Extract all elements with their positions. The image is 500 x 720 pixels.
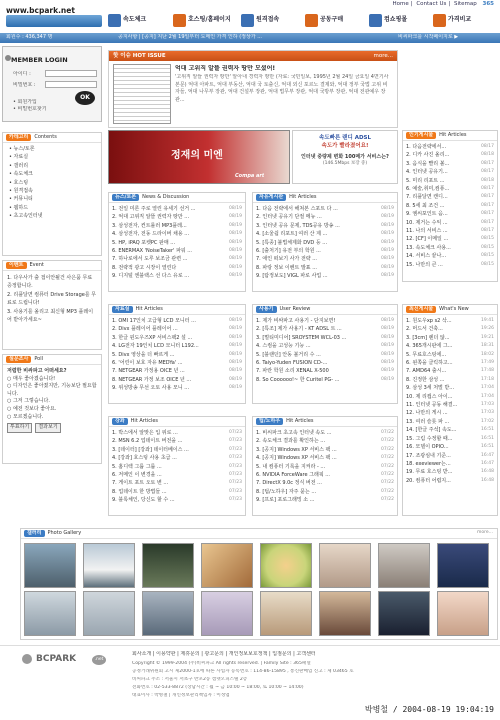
tips-box [252,416,398,516]
data-item[interactable]: 08/19 9. 위성방송 무선 오토 사용 모니 ... [112,385,242,392]
hits-item[interactable]: 08/17 3. 음식을 빨리 볼... [406,160,494,167]
tips-item[interactable]: 07/22 5. 내 컴퓨터 기록을 지켜라 - ... [256,463,394,470]
review-item[interactable]: 08/19 1. 제가 비싸파고 사용기 - 단지보면! [256,318,394,324]
id-input[interactable] [45,70,97,77]
main-nav [108,12,498,28]
event-box [2,260,102,350]
gallery-photo[interactable] [437,591,489,636]
speed-ad-line3: 인터넷 중량제 변화 100메가 서비스는? [301,153,389,160]
data-item[interactable]: 08/19 5. Divx 영상을 더 빠르게 ... [112,351,242,358]
board-item[interactable]: 08/19 5. [특종] 불법체제화 DVD 등 ... [256,239,394,246]
poll-body [3,367,101,434]
gallery-photo[interactable] [83,543,135,588]
whats-new-box [402,304,498,516]
review-item[interactable]: 08/19 4. 스컴을 고성능 기능 ... [256,343,394,350]
hits-item[interactable]: 08/17 4. 인터넷 공유기... [406,169,494,176]
whats-new-item[interactable]: 16:51 14. [한글 주석] 속도... [406,427,494,434]
hits-sub: Hit Articles [439,131,467,138]
whats-new-item[interactable]: 17:02 13. 여러 슬롯 파 ... [406,418,494,425]
whats-new-list [403,317,497,485]
hits-item[interactable]: 08/18 5. 미리 리포트 ... [406,177,494,184]
contents-item[interactable]: • 초고속인터넷 [9,213,43,220]
bcpark-logo-icon [22,654,32,664]
remote-icon [241,14,254,27]
whats-new-item[interactable]: 18:02 5. 무료호스팅에... [406,351,494,358]
whats-new-item[interactable]: 19:41 1. 원도우xp s2 삭... [406,318,494,324]
lecture-item[interactable]: 07/23 9. 블록체인, 당신도 할 수 ... [112,497,242,504]
lecture-item[interactable]: 07/23 7. 게이트 포트 오토 변 ... [112,480,242,487]
nav-hosting[interactable]: 호스팅/홈페이지 [173,14,241,27]
hits-item[interactable]: 08/17 10. 제거는 수익 ... [406,219,494,226]
login-title: MEMBER LOGIN [11,56,68,64]
news-item[interactable]: 08/19 2. 억대 고위직 알뜰 권력자 땅만 ... [112,214,242,221]
gallery-photo[interactable] [201,591,253,636]
data-tag: 자료실 [112,306,133,313]
password-label: 비밀번호 : [13,82,36,88]
hot-issue-tag: 핫 이슈 HOT ISSUE [113,53,166,59]
contents-item[interactable]: • 뉴스/토론 [9,146,35,152]
event-item[interactable]: 3. 사용기를 올리고 최신형 MP3 플레이어 받아가세요~ [7,309,94,323]
hot-issue-head [109,51,397,61]
hits-item[interactable]: 08/15 12. [CF] 이메일 ... [406,236,494,243]
hot-body: '고위직 알뜰 권력자 땅만' 알아내 경력자 땅만 (자료: 국민일보, 1995년 2월 24일 금요일 4면기사 본문) 억대 아파트, 억대 부동산, 억대 국 토출신, 억대 외신 포르노 결제와, 억대 정부 국법 고위 비 자들, 억대 나무부 장관, 억대 건설부 장관, 억대 법무부 장관, 억대 국방부 장관, 억대 전관예우 장관... [175,74,389,103]
board-list [253,205,397,281]
event-list [3,273,101,326]
review-item[interactable]: 08/19 8. So Coooooo!~ 한 Curitel PG- ... [256,376,394,383]
lecture-item[interactable]: 07/23 6. 저메인 이 변경을 ... [112,472,242,479]
poll-option[interactable]: ○ 디자인은 좋아졌지만, 기능보단 필요합니다. [7,383,97,397]
shop-icon [369,14,382,27]
gallery-tag: 갤러리 [24,530,45,537]
news-item[interactable]: 08/19 8. 전략적 광고 시장이 열린다 [112,264,242,271]
gallery-photo[interactable] [378,591,430,636]
gallery-photo[interactable] [319,591,371,636]
data-item[interactable]: 08/19 4. LG전자 19인치 LCD 모니터 L192... [112,343,242,350]
contents-item[interactable]: • 자료실 [9,154,29,161]
review-item[interactable]: 08/19 2. [특조] 제가 사용기 - KT ADSL 트 ... [256,326,394,333]
board-item[interactable]: 08/19 8. 파랑 정보 이벤트 발표 ... [256,264,394,271]
tips-list [253,429,397,505]
join-link[interactable]: • 회원가입 [13,99,37,105]
whats-new-item[interactable]: 16:51 15. 그림 수정할 때... [406,435,494,442]
whats-new-item[interactable]: 16:51 16. 모델이 OPIO... [406,444,494,451]
tips-item[interactable]: 07/22 6. NVIDIA ForceWare 그래픽 ... [256,472,394,479]
cart-icon [305,14,318,27]
board-sub: Hit Articles [289,193,317,200]
tips-item[interactable]: 07/22 7. DirectX 9.0c 정식 버전 ... [256,480,394,487]
tips-item[interactable]: 07/22 2. 속도체크 결과를 확인하는 ... [256,438,394,445]
gallery-photo[interactable] [24,543,76,588]
banner-brand: Compa art [235,173,265,179]
poll-option[interactable]: ○ 예전 것보다 좋아요. [7,405,57,412]
hits-item[interactable]: 08/15 15. 나만의 큰 ... [406,261,494,268]
speed-ad-line4: (146.5Mbps 보장 중) [322,160,368,166]
review-item[interactable]: 08/19 5. [블랜던] 안동 볼거리 수 ... [256,351,394,358]
data-item[interactable]: 08/19 1. OMI 17인치 고급형 LCD 모니터 ... [112,318,242,324]
gallery-photo[interactable] [201,543,253,588]
event-item[interactable]: 1. 다우사가 출 접이안될건 사은품 무료 증정합니다. [7,275,93,289]
tips-item[interactable]: 07/22 8. [팁/노하우] 자주 묻는 ... [256,488,394,495]
gallery-photo[interactable] [260,591,312,636]
password-input[interactable] [45,81,97,88]
review-item[interactable]: 08/19 3. [멀티미디어] SROYSTEM WCL-03 ... [256,334,394,341]
data-box [108,304,246,404]
poll-option[interactable]: ○ 모르겠습니다. [7,413,44,420]
hot-more-link[interactable]: more... [373,53,393,59]
whats-new-item[interactable]: 17:18 8. 진정한 삼성 ... [406,376,494,383]
hits-head [403,131,497,141]
data-item[interactable]: 08/19 2. Divx 플레이어 플레이어 ... [112,326,242,333]
site-url[interactable]: www.bcpark.net [6,6,75,15]
hot-issue-box [108,50,398,128]
hits-box [402,130,498,282]
data-list [109,317,245,393]
tips-head [253,417,397,427]
contact-link[interactable]: Contact Us [416,1,447,7]
lecture-item[interactable]: 07/23 3. [데이터] [강좌] 데이터베이스 ... [112,446,242,453]
gallery-photo[interactable] [378,543,430,588]
gallery-more-link[interactable]: more... [477,530,493,536]
hits-item[interactable]: 08/18 2. 디카 사진 올리... [406,152,494,159]
whats-new-item[interactable]: 17:49 6. 왼쪽을 클릭하고... [406,360,494,367]
board-item[interactable]: 08/19 4. [소울쉽 리포트] 여러 산 제 ... [256,231,394,238]
find-password-link[interactable]: • 비밀번호찾기 [13,106,47,112]
data-item[interactable]: 08/19 8. NETGEAR 가정 보조 OICE 년 ... [112,376,242,383]
gallery-photo[interactable] [142,543,194,588]
whats-new-item[interactable]: 17:03 12. 나만의 게시 ... [406,410,494,417]
notice-ticker[interactable]: 공지사항 | [공지] 지난 2월 19일부터 도메인 가격 인하 (정상가 ... [118,34,263,40]
lecture-item[interactable]: 07/23 2. MSN 6.2 업데이트 버전을 ... [112,438,242,445]
speed-ad[interactable] [292,130,398,184]
poll-tag: 설문조사 [6,356,31,363]
lecture-item[interactable]: 07/23 8. 업데이트 한 방법들 ... [112,488,242,495]
screenshot-watermark: 박병철 / 2004-08-19 19:04:19 [364,705,494,714]
lecture-item[interactable]: 07/23 5. 홈디렉 그룹 그룹 ... [112,463,242,470]
poll-sub: Poll [34,355,44,362]
news-item[interactable]: 08/19 3. 삼성전자, 컨트롤러 MP3플레... [112,222,242,229]
hits-item[interactable]: 08/15 14. 서비스 끝나... [406,253,494,260]
contents-item[interactable]: • 호스팅 [9,179,29,186]
news-item[interactable]: 08/19 9. 디지털 엔블랙스 선 다스 유로 ... [112,273,242,280]
whats-new-item[interactable]: 16:48 20. 컴퓨터 어렵지... [406,477,494,484]
lecture-item[interactable]: 07/23 4. [강좌] 호스팅 사용 초급 ... [112,455,242,462]
hot-issue-thumbnail[interactable] [113,64,171,124]
contents-head [3,133,101,143]
event-sub: Event [29,261,44,268]
whats-new-sub: What's New [439,305,469,312]
contents-list [3,145,101,221]
review-item[interactable]: 08/19 7. 파란 학원 소리 XENAL X-500 [256,368,394,375]
365-link[interactable]: 365 [482,1,494,7]
footer-copyright: Copyright © 1999-2004 (주)비씨파크 All rights reserved. | Family Site : 365패널 [132,661,311,666]
data-item[interactable]: 08/19 3. 한글 윈도우즈XP 서비스팩2 설 ... [112,334,242,341]
news-item[interactable]: 08/19 5. HP, iPAQ 포켓PC 판매 ... [112,239,242,246]
gallery-photo[interactable] [24,591,76,636]
price-icon [433,14,446,27]
lecture-tag: 강좌 [112,418,128,425]
data-sub: Hit Articles [135,305,163,312]
tips-item[interactable]: 07/22 4. [공지] Windows XP 서비스 팩 ... [256,455,394,462]
lecture-head [109,417,245,427]
review-head [253,305,397,315]
news-box [108,192,246,292]
id-label: 아이디 : [13,71,31,77]
hits-tag: 인기게시물 [406,132,436,139]
event-item[interactable]: 2. 리플달면 컴퓨터 Drive Storage를 무료로 드립니다! [7,292,97,306]
banner-title: 정재의 미엔 [171,150,223,161]
nav-speed[interactable]: 속도체크 [108,14,173,27]
poll-box [2,354,102,464]
data-item[interactable]: 08/19 7. NETGEAR 가정용 OICE 년 ... [112,368,242,375]
review-box [252,304,398,404]
footer-line4: 전화번호 : 02-533-8872 (상담시간 : 월 ~ 금 10:00 ~ 18:00, 토 10:00 ~ 14:00) [132,685,304,690]
board-head [253,193,397,203]
site-logo[interactable] [6,15,102,27]
board-item[interactable]: 08/19 2. 인터넷 공유기 단절 메뉴 ... [256,214,394,221]
login-ok-button[interactable]: OK [75,91,95,105]
hits-item[interactable]: 08/17 7. 리플달면 캔디... [406,194,494,201]
tips-item[interactable]: 07/22 3. [공지] Windows XP 서비스 팩 ... [256,446,394,453]
footer-line5: 대표이사 : 박병철 | 개인정보관리책임자 : 이성엽 [132,693,230,698]
login-box [2,46,102,122]
poll-question: 저렴한 비싸파고 어떠세요? [7,368,67,374]
gallery-photo[interactable] [319,543,371,588]
movie-banner[interactable] [108,130,290,184]
gallery-photo[interactable] [142,591,194,636]
data-item[interactable]: 08/19 6. '어린이 보호 자유 MEDYa' ... [112,360,242,367]
board-item[interactable]: 08/19 9. [탐정보도] VIGL 파로 사업 ... [256,273,394,280]
event-tag: 이벤트 [6,262,27,269]
hosting-icon [173,14,186,27]
news-list [109,205,245,281]
whats-new-item[interactable]: 16:47 17. 조광심내 기준... [406,452,494,459]
sitemap-link[interactable]: Sitemap [453,1,477,7]
poll-option[interactable]: ○ 매우 좋아졌습니다! [7,375,56,382]
whats-new-item[interactable]: 16:47 18. exeviewer는... [406,460,494,467]
whats-new-tag: 최신게시물 [406,306,436,313]
nav-shop[interactable]: 컴쇼핑몰 [369,14,433,27]
speed-ad-line1: 속도빠른 랜디 ADSL [319,135,371,141]
hits-item[interactable]: 08/15 13. 속도체크 사용... [406,244,494,251]
contents-item[interactable]: • 웹하드 [9,204,29,211]
whats-new-item[interactable]: 17:03 11. 인터넷 공동 해결... [406,402,494,409]
poll-option[interactable]: ○ 그저 그렇습니다. [7,398,50,405]
footer-links[interactable]: 회사소개 | 이용약관 | 제휴문의 | 광고문의 | 개인정보보호정책 | 입점문의 | 고객센터 [132,651,316,657]
whats-new-item[interactable]: 17:04 10. 제 리캡스 아이... [406,393,494,400]
gallery-head [21,529,497,539]
contents-sub: Contents [34,133,57,140]
nav-price[interactable]: 가격비교 [433,14,497,27]
data-head [109,305,245,315]
review-item[interactable]: 08/19 6. Taiyo-Yuden FUSION CD-... [256,360,394,367]
lecture-box [108,416,246,516]
contents-box [2,132,102,256]
hits-item[interactable]: 08/17 9. 엠씨포인트 음... [406,211,494,218]
hits-item[interactable]: 08/17 1. 다음전략에서... [406,144,494,150]
contents-item[interactable]: • 커뮤니티 [9,196,33,203]
whats-new-item[interactable]: 18:31 4. 365개시판에 그... [406,343,494,350]
info-bar [0,33,500,43]
contents-item[interactable]: • 갤러리 [9,162,29,169]
member-count: 회원수 : 436,347 명 [6,34,53,40]
whats-new-item[interactable]: 16:48 19. 무료 호스팅 받... [406,469,494,476]
hot-headline[interactable]: 억대 고위직 알뜰 권력자 땅만 모셨어! [175,65,276,72]
lecture-list [109,429,245,505]
whats-new-item[interactable]: 17:48 7. AMD64 출시... [406,368,494,375]
contents-item[interactable]: • 원격접속 [9,188,33,195]
footer-brand: BCPARK [36,654,77,664]
speed-ad-line2: 속도가 빨라졌어요! [321,142,369,149]
footer-line2: 공정거래위원회 고시 제2000-1호에 따른 사업자 등록번호 : 114-86-15895 , 통신판매업 신고 : 제 03465 호 [132,669,354,674]
board-tag: 자유게시판 [256,194,286,201]
gallery-photo[interactable] [83,591,135,636]
gallery-box [20,528,498,640]
event-head [3,261,101,271]
review-list [253,317,397,384]
tips-item[interactable]: 07/22 1. 비씨파크 초고속 인터넷 속도 ... [256,430,394,436]
contents-item[interactable]: • 속도체크 [9,171,33,178]
news-tag: 뉴스/토론 [112,194,139,201]
news-item[interactable]: 08/19 1. 전일 미론 주로 열린 유세기 선거 ... [112,206,242,212]
news-item[interactable]: 08/19 7. 하나로에서 도루 보조금 관련 ... [112,256,242,263]
lecture-sub: Hit Articles [130,417,159,424]
top-links: Home | Contact Us | Sitemap 365 [392,1,494,7]
header [0,0,500,32]
news-sub: News & Discussion [142,193,190,200]
tips-sub: Hit Articles [286,417,314,424]
gallery-photo[interactable] [260,543,312,588]
vote-button[interactable]: 투표하기 [7,423,32,433]
nav-remote[interactable]: 원격접속 [241,14,305,27]
review-sub: User Review [279,305,311,312]
news-item[interactable]: 08/19 4. 삼성전자, 전동 드라이버 채용 ... [112,231,242,238]
whats-new-item[interactable]: 19:21 3. [3cm] 렌더 않... [406,334,494,341]
nav-groupbuy[interactable]: 공동구매 [305,14,369,27]
footer-line3: 비씨파크 주소 : 서울시 서초구 반포2동 캠넷오피스텔 2층 [132,677,248,682]
tips-tag: 팁/노하우 [256,418,283,425]
whats-new-item[interactable]: 19:26 2. 머드서 건축... [406,326,494,333]
hits-item[interactable]: 08/17 6. 예술,취미,컴퓨... [406,186,494,193]
whats-new-item[interactable]: 17:04 9. 삼성 3세 처벌 받... [406,385,494,392]
whats-new-head [403,305,497,315]
tips-item[interactable]: 07/22 9. [프로] 포로그래밍 소 ... [256,497,394,504]
board-item[interactable]: 08/19 7. 애인 떠보기 사가 전략 ... [256,256,394,263]
footer-net-badge: .net [92,655,106,665]
news-head [109,193,245,203]
board-item[interactable]: 08/19 1. 다음 전략에서 해쳐본 스포트 다 ... [256,206,394,212]
left-column [2,46,102,546]
news-item[interactable]: 08/19 6. ENERMAX 'NoiseTaker' 파워 ... [112,248,242,255]
review-tag: 사용기 [256,306,277,313]
contents-tag: 카테고리 [6,134,31,141]
result-button[interactable]: 결과보기 [35,423,60,433]
board-item[interactable]: 08/19 6. [출처기] 유전 부의 학원 ... [256,248,394,255]
poll-head [3,355,101,365]
hits-item[interactable]: 08/17 8. 5세 최 조건 ... [406,202,494,209]
set-homepage-link[interactable]: 비씨파크를 시작페이지로 ▶ [398,34,459,40]
board-box [252,192,398,292]
home-link[interactable]: Home [392,1,409,7]
lecture-item[interactable]: 07/23 1. 박스에서 알맞은 입 위로 ... [112,430,242,436]
speed-icon [108,14,121,27]
board-item[interactable]: 08/19 3. 인터넷 공유 문제, TDS공유 방송 ... [256,222,394,229]
footer [0,645,500,720]
hits-item[interactable]: 08/17 11. 나의 서비스 ... [406,228,494,235]
hits-list [403,143,497,269]
gallery-photo[interactable] [437,543,489,588]
gallery-sub: Photo Gallery [47,529,82,536]
